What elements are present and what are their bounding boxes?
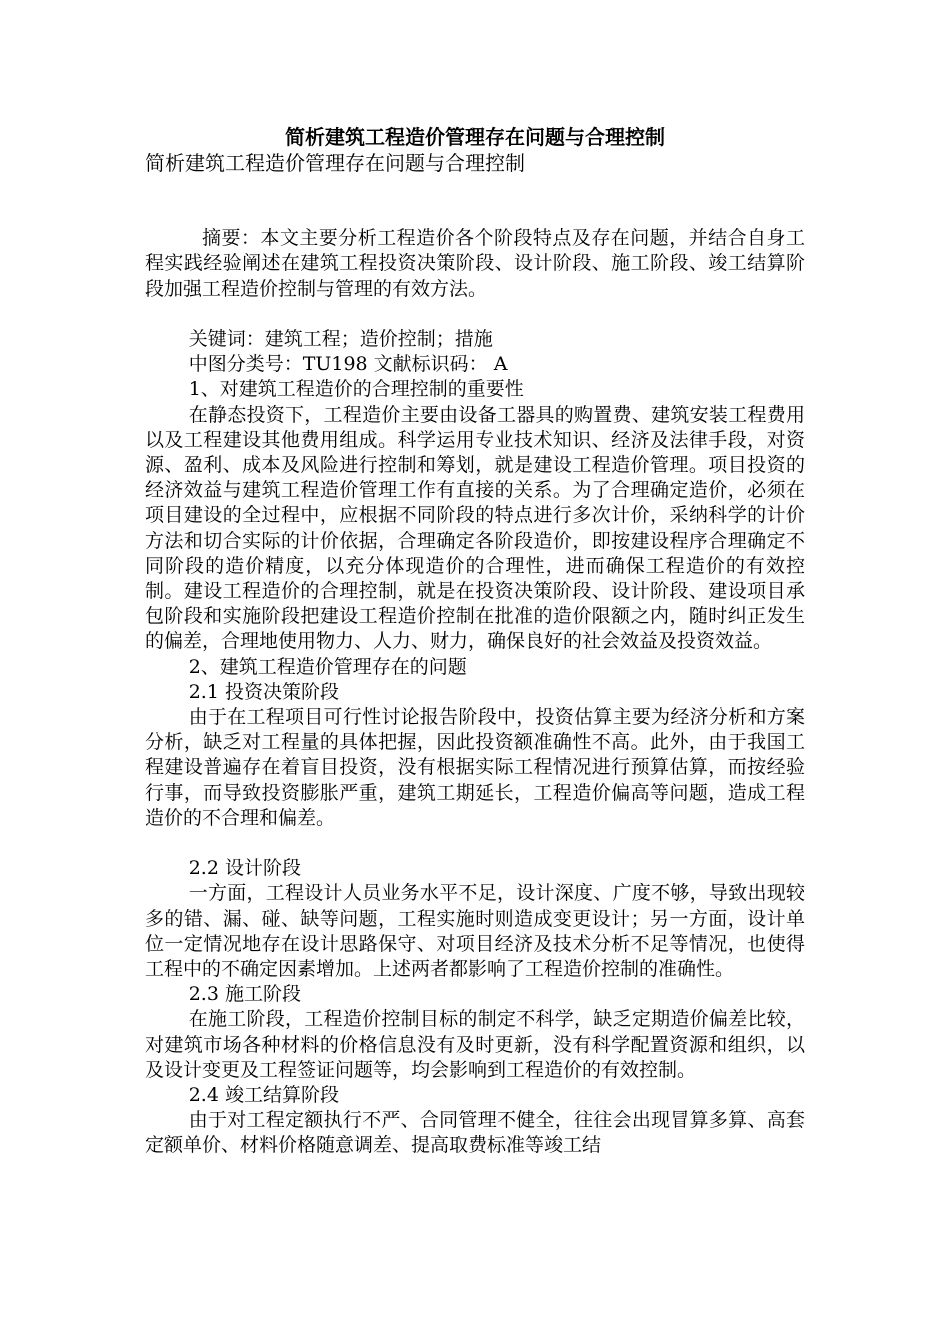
section-heading: 2.2 设计阶段 (188, 857, 301, 880)
section-heading: 2.3 施工阶段 (188, 983, 301, 1006)
document-body (145, 201, 805, 1159)
classification-line: 中图分类号：TU198 文献标识码： A (188, 353, 508, 376)
section-paragraph: 在静态投资下，工程造价主要由设备工器具的购置费、建筑安装工程费用以及工程建设其他费用组成。科学运用专业技术知识、经济及法律手段，对资源、盈利、成本及风险进行控制和筹划，就是建设工程造价管理。项目投资的经济效益与建筑工程造价管理工作有直接的关系。为了合理确定造价，必须在项目建设的全过程中，应根据不同阶段的特点进行多次计价，采纳科学的计价方法和切合实际的计价依据，合理确定各阶段造价，即按建设程序合理确定不同阶段的造价精度，以充分体现造价的合理性，进而确保工程造价的有效控制。建设工程造价的合理控制，就是在投资决策阶段、设计阶段、建设项目承包阶段和实施阶段把建设工程造价控制在批准的造价限额之内，随时纠正发生的偏差，合理地使用物力、人力、财力，确保良好的社会效益及投资效益。 (145, 403, 805, 653)
keywords-line: 关键词：建筑工程；造价控制；措施 (188, 327, 493, 350)
section-heading: 2.1 投资决策阶段 (188, 680, 339, 703)
section-heading: 1、对建筑工程造价的合理控制的重要性 (188, 378, 524, 401)
section-paragraph: 由于在工程项目可行性讨论报告阶段中，投资估算主要为经济分析和方案分析，缺乏对工程量的具体把握，因此投资额准确性不高。此外，由于我国工程建设普遍存在着盲目投资，没有根据实际工程情况进行预算估算，而按经验行事，而导致投资膨胀严重，建筑工期延长，工程造价偏高等问题，造成工程造价的不合理和偏差。 (145, 706, 805, 829)
section-heading: 2.4 竣工结算阶段 (188, 1084, 339, 1107)
document-title: 简析建筑工程造价管理存在问题与合理控制 (285, 125, 665, 149)
document-subtitle: 简析建筑工程造价管理存在问题与合理控制 (145, 151, 525, 175)
section-paragraph: 一方面，工程设计人员业务水平不足，设计深度、广度不够，导致出现较多的错、漏、碰、缺等问题，工程实施时则造成变更设计；另一方面，设计单位一定情况地存在设计思路保守、对项目经济及技术分析不足等情况，也使得工程中的不确定因素增加。上述两者都影响了工程造价控制的准确性。 (145, 882, 805, 981)
section-paragraph: 在施工阶段，工程造价控制目标的制定不科学，缺乏定期造价偏差比较，对建筑市场各种材料的价格信息没有及时更新，没有科学配置资源和组织，以及设计变更及工程签证问题等，均会影响到工程造价的有效控制。 (145, 1008, 805, 1081)
section-paragraph: 由于对工程定额执行不严、合同管理不健全，往往会出现冒算多算、高套定额单价、材料价格随意调差、提高取费标准等竣工结 (145, 1109, 805, 1157)
abstract-paragraph: 摘要：本文主要分析工程造价各个阶段特点及存在问题，并结合自身工程实践经验阐述在建筑工程投资决策阶段、设计阶段、施工阶段、竣工结算阶段加强工程造价控制与管理的有效方法。 (145, 227, 805, 300)
section-heading: 2、建筑工程造价管理存在的问题 (188, 655, 467, 678)
